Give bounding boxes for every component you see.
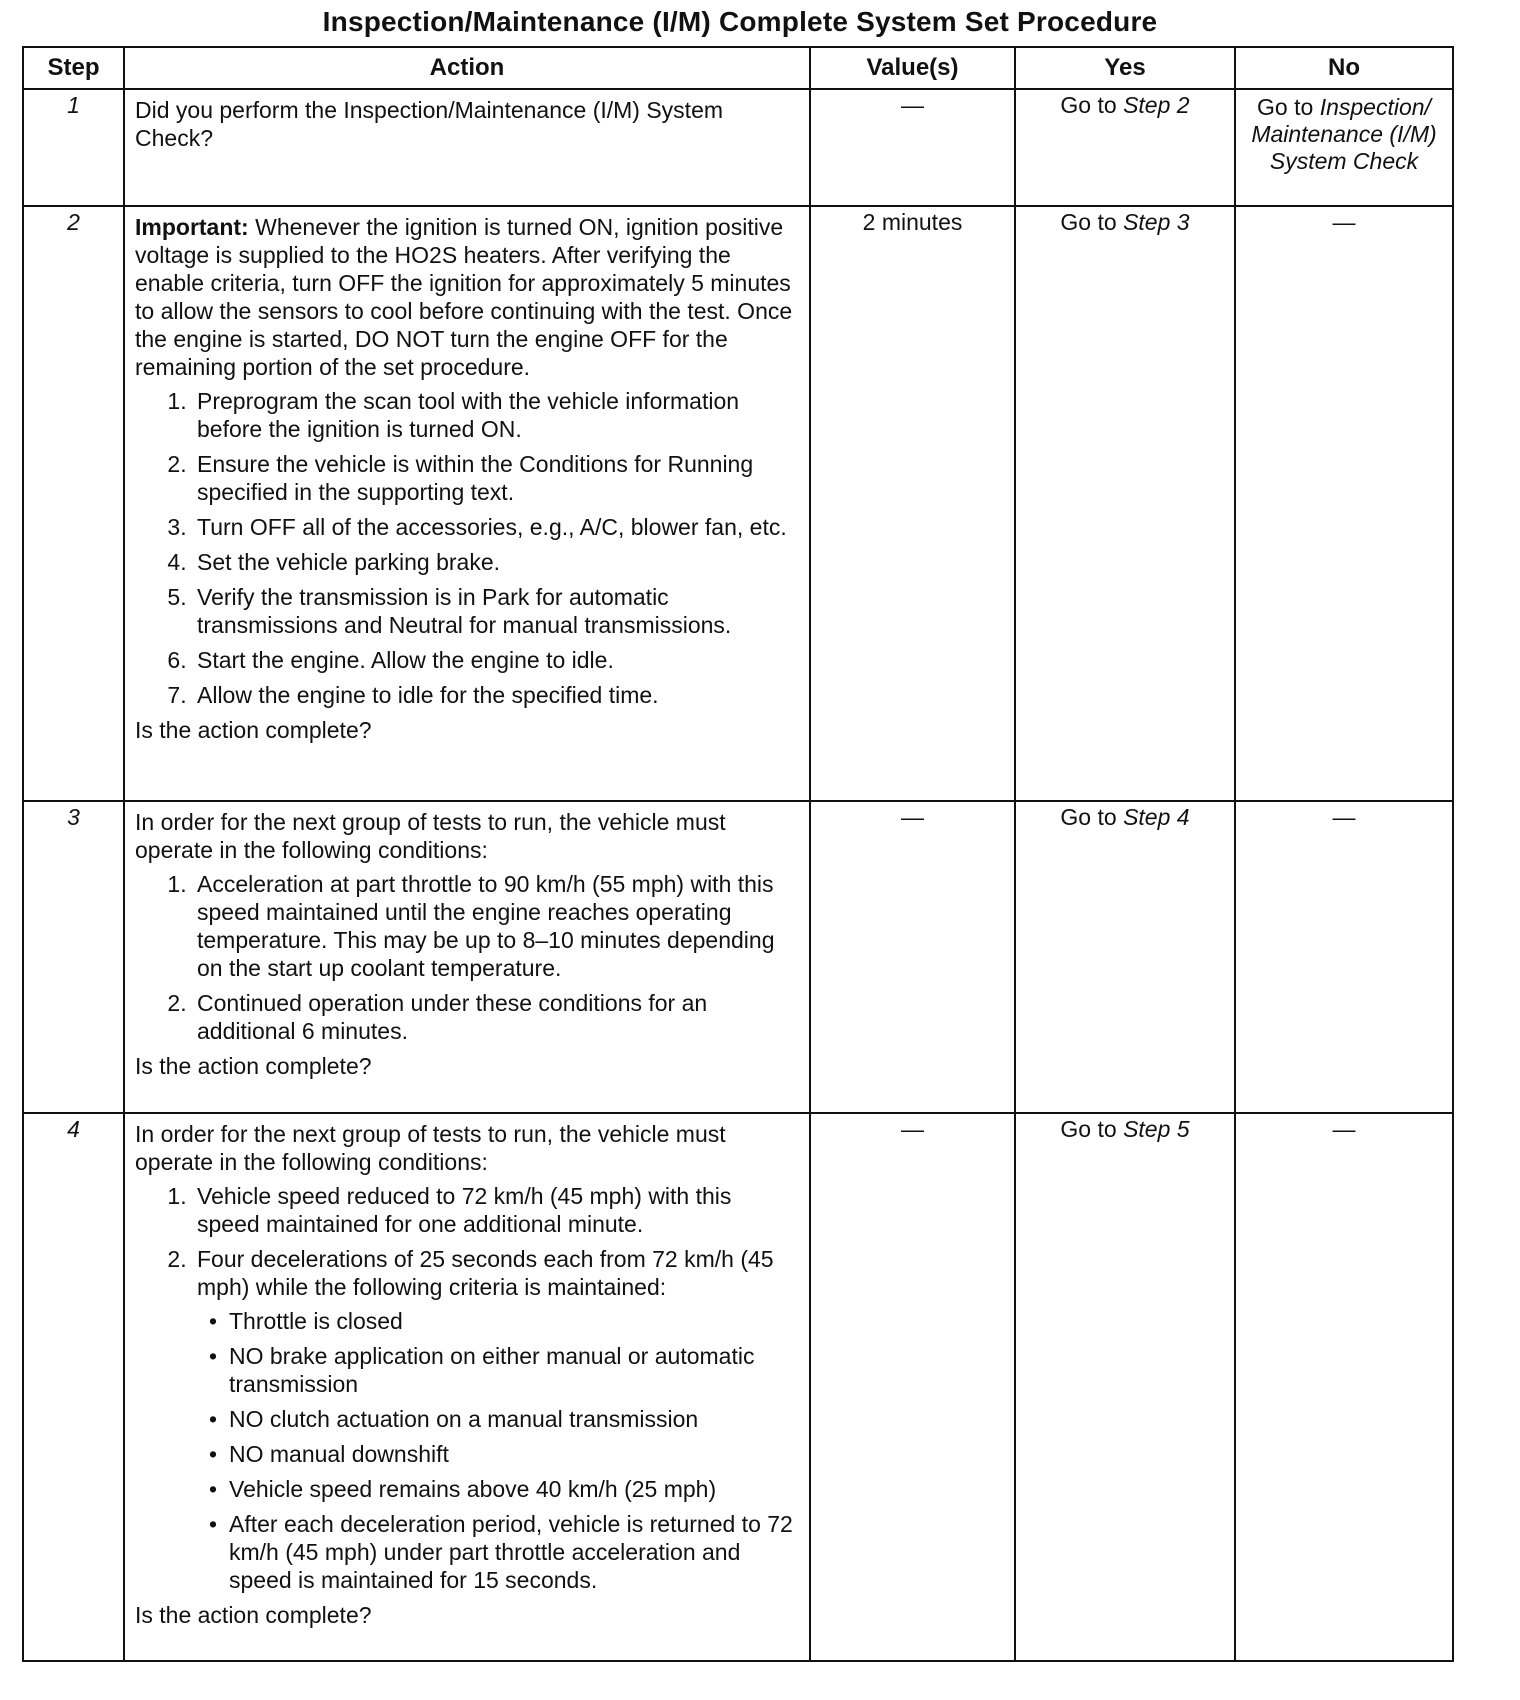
header-no: No — [1235, 47, 1453, 89]
document-title: Inspection/Maintenance (I/M) Complete System Set Procedure — [322, 6, 1158, 37]
bullet-icon: • — [209, 1343, 218, 1369]
no-cell: — — [1235, 206, 1453, 801]
yes-target-link[interactable]: Step 3 — [1123, 209, 1190, 235]
table-row — [23, 89, 1453, 206]
action-question: Is the action complete? — [135, 1602, 372, 1628]
bullet-text: NO clutch actuation on a manual transmission — [229, 1406, 699, 1432]
yes-cell — [1015, 1113, 1235, 1661]
action-cell — [124, 206, 810, 801]
action-steps-list — [135, 1182, 799, 1594]
step-number: 2 — [23, 206, 124, 801]
yes-cell — [1015, 89, 1235, 206]
list-item: 3. Turn OFF all of the accessories, e.g., A/C, blower fan, etc. — [193, 513, 799, 541]
bullet-icon: • — [209, 1308, 218, 1334]
action-cell — [124, 801, 810, 1113]
bullet-text: NO manual downshift — [229, 1441, 449, 1467]
yes-prefix: Go to — [1060, 209, 1117, 235]
step-number: 1 — [23, 89, 124, 206]
list-item: 1. Acceleration at part throttle to 90 km/h (55 mph) with this speed maintained until the engine reaches operating temperature. This may be up to 8–10 minutes depending on the start up coolant temperature. — [193, 870, 799, 982]
value-cell: — — [810, 89, 1015, 206]
bullet-icon: • — [209, 1476, 218, 1502]
procedure-table — [22, 46, 1454, 1662]
bullet-item — [209, 1405, 799, 1433]
yes-target-link[interactable]: Step 4 — [1123, 804, 1190, 830]
step-number: 4 — [23, 1113, 124, 1661]
yes-cell — [1015, 801, 1235, 1113]
action-cell — [124, 89, 810, 206]
action-steps-list — [135, 387, 799, 709]
list-item — [193, 1245, 799, 1594]
action-text: Did you perform the Inspection/Maintenance (I/M) System Check? — [135, 97, 724, 151]
bullet-icon: • — [209, 1511, 218, 1537]
action-cell — [124, 1113, 810, 1661]
value-cell: 2 minutes — [810, 206, 1015, 801]
bullet-item — [209, 1440, 799, 1468]
bullet-item — [209, 1342, 799, 1398]
list-item: 2. Continued operation under these conditions for an additional 6 minutes. — [193, 989, 799, 1045]
yes-cell — [1015, 206, 1235, 801]
list-item-text: Four decelerations of 25 seconds each from 72 km/h (45 mph) while the following criteria is maintained: — [197, 1246, 774, 1300]
header-action: Action — [124, 47, 810, 89]
action-intro: In order for the next group of tests to run, the vehicle must operate in the following conditions: — [135, 1121, 726, 1175]
important-note — [135, 213, 799, 381]
no-prefix: Go to — [1257, 94, 1314, 120]
yes-target-link[interactable]: Step 5 — [1123, 1116, 1190, 1142]
no-cell: — — [1235, 801, 1453, 1113]
list-item: 1. Vehicle speed reduced to 72 km/h (45 mph) with this speed maintained for one additional minute. — [193, 1182, 799, 1238]
yes-prefix: Go to — [1060, 804, 1117, 830]
header-step: Step — [23, 47, 124, 89]
value-cell: — — [810, 801, 1015, 1113]
table-row — [23, 206, 1453, 801]
bullet-text: Throttle is closed — [229, 1308, 403, 1334]
no-cell — [1235, 89, 1453, 206]
table-row — [23, 1113, 1453, 1661]
action-steps-list — [135, 870, 799, 1045]
action-question: Is the action complete? — [135, 1053, 372, 1079]
bullet-text: After each deceleration period, vehicle is returned to 72 km/h (45 mph) under part throttle acceleration and speed is maintained for 15 seconds. — [229, 1511, 793, 1593]
list-item: 6. Start the engine. Allow the engine to idle. — [193, 646, 799, 674]
yes-prefix: Go to — [1060, 1116, 1117, 1142]
yes-prefix: Go to — [1060, 92, 1117, 118]
value-cell: — — [810, 1113, 1015, 1661]
list-item: 7. Allow the engine to idle for the specified time. — [193, 681, 799, 709]
yes-target-link[interactable]: Step 2 — [1123, 92, 1190, 118]
list-item: 2. Ensure the vehicle is within the Conditions for Running specified in the supporting text. — [193, 450, 799, 506]
no-target-link[interactable]: Inspection/ Maintenance (I/M) System Check — [1251, 94, 1437, 174]
important-text: Whenever the ignition is turned ON, ignition positive voltage is supplied to the HO2S heaters. After verifying the enable criteria, turn OFF the ignition for approximately 5 minutes to allow the sensors to cool before continuing with the test. Once the engine is started, DO NOT turn the engine OFF for the remaining portion of the set procedure. — [135, 214, 793, 380]
header-row — [23, 47, 1453, 89]
header-values: Value(s) — [810, 47, 1015, 89]
list-item: 1. Preprogram the scan tool with the vehicle information before the ignition is turned ON. — [193, 387, 799, 443]
list-item: 4. Set the vehicle parking brake. — [193, 548, 799, 576]
header-yes: Yes — [1015, 47, 1235, 89]
criteria-bullet-list — [197, 1307, 799, 1594]
table-row — [23, 801, 1453, 1113]
bullet-icon: • — [209, 1441, 218, 1467]
bullet-item — [209, 1307, 799, 1335]
bullet-text: NO brake application on either manual or automatic transmission — [229, 1343, 755, 1397]
step-number: 3 — [23, 801, 124, 1113]
bullet-item — [209, 1475, 799, 1503]
bullet-item — [209, 1510, 799, 1594]
important-label: Important: — [135, 214, 249, 240]
action-intro: In order for the next group of tests to run, the vehicle must operate in the following conditions: — [135, 809, 726, 863]
no-cell: — — [1235, 1113, 1453, 1661]
action-question: Is the action complete? — [135, 717, 372, 743]
bullet-text: Vehicle speed remains above 40 km/h (25 mph) — [229, 1476, 717, 1502]
bullet-icon: • — [209, 1406, 218, 1432]
list-item: 5. Verify the transmission is in Park for automatic transmissions and Neutral for manual transmissions. — [193, 583, 799, 639]
